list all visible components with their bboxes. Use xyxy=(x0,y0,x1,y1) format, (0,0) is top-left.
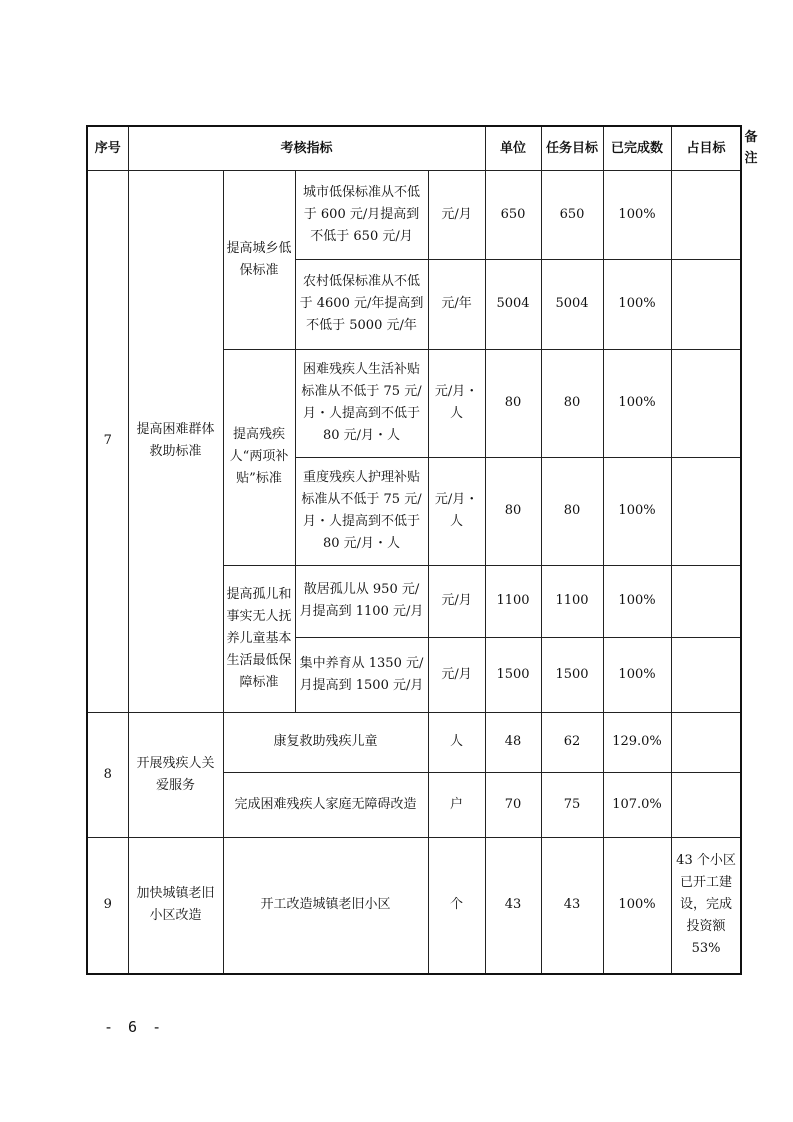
item-done: 80 xyxy=(541,457,603,565)
item-task: 80 xyxy=(485,349,541,457)
item-task: 48 xyxy=(485,712,541,772)
item-unit: 元/月 xyxy=(428,637,485,712)
item-done: 1500 xyxy=(541,637,603,712)
item-done: 650 xyxy=(541,170,603,259)
category-label: 提高困难群体救助标准 xyxy=(128,170,223,712)
item-task: 1100 xyxy=(485,565,541,637)
page-number: - 6 - xyxy=(104,1018,165,1036)
item-task: 80 xyxy=(485,457,541,565)
item-desc: 城市低保标准从不低于 600 元/月提高到不低于 650 元/月 xyxy=(295,170,428,259)
header-pct: 占目标 xyxy=(671,126,741,170)
item-done: 1100 xyxy=(541,565,603,637)
item-desc: 困难残疾人生活补贴标准从不低于 75 元/月・人提高到不低于 80 元/月・人 xyxy=(295,349,428,457)
item-pct: 100% xyxy=(603,637,671,712)
category-label: 开展残疾人关爱服务 xyxy=(128,712,223,837)
item-note xyxy=(671,637,741,712)
item-pct: 107.0% xyxy=(603,772,671,837)
item-note xyxy=(671,565,741,637)
group-label: 提高城乡低保标准 xyxy=(223,170,295,349)
item-pct: 100% xyxy=(603,349,671,457)
header-seq: 序号 xyxy=(87,126,128,170)
item-unit: 元/月・人 xyxy=(428,457,485,565)
item-unit: 元/年 xyxy=(428,259,485,349)
item-desc: 集中养育从 1350 元/月提高到 1500 元/月 xyxy=(295,637,428,712)
item-task: 5004 xyxy=(485,259,541,349)
item-done: 75 xyxy=(541,772,603,837)
item-note xyxy=(671,772,741,837)
table-row xyxy=(87,712,741,772)
item-done: 80 xyxy=(541,349,603,457)
item-pct: 100% xyxy=(603,837,671,974)
item-note xyxy=(671,170,741,259)
table-row xyxy=(87,837,741,974)
item-done: 5004 xyxy=(541,259,603,349)
item-note xyxy=(671,259,741,349)
header-done: 已完成数 xyxy=(603,126,671,170)
item-note xyxy=(671,349,741,457)
item-unit: 人 xyxy=(428,712,485,772)
item-pct: 100% xyxy=(603,565,671,637)
item-pct: 129.0% xyxy=(603,712,671,772)
item-pct: 100% xyxy=(603,457,671,565)
header-row: 序号 考核指标 单位 任务目标 已完成数 占目标 备注 xyxy=(87,126,741,170)
item-task: 70 xyxy=(485,772,541,837)
item-done: 62 xyxy=(541,712,603,772)
item-desc: 重度残疾人护理补贴标准从不低于 75 元/月・人提高到不低于 80 元/月・人 xyxy=(295,457,428,565)
item-unit: 户 xyxy=(428,772,485,837)
item-done: 43 xyxy=(541,837,603,974)
indicator-table xyxy=(86,125,758,975)
header-indicator: 考核指标 xyxy=(128,126,485,170)
item-task: 1500 xyxy=(485,637,541,712)
item-unit: 元/月・人 xyxy=(428,349,485,457)
item-desc: 散居孤儿从 950 元/月提高到 1100 元/月 xyxy=(295,565,428,637)
item-pct: 100% xyxy=(603,259,671,349)
row-number: 9 xyxy=(87,837,128,974)
item-pct: 100% xyxy=(603,170,671,259)
header-task: 任务目标 xyxy=(541,126,603,170)
item-desc: 康复救助残疾儿童 xyxy=(223,712,428,772)
group-label: 提高残疾人“两项补贴”标准 xyxy=(223,349,295,565)
item-note xyxy=(671,457,741,565)
table-row xyxy=(87,170,741,259)
item-desc: 农村低保标准从不低于 4600 元/年提高到不低于 5000 元/年 xyxy=(295,259,428,349)
item-desc: 开工改造城镇老旧小区 xyxy=(223,837,428,974)
item-note: 43 个小区已开工建设，完成投资额 53% xyxy=(671,837,741,974)
row-number: 7 xyxy=(87,170,128,712)
item-desc: 完成困难残疾人家庭无障碍改造 xyxy=(223,772,428,837)
header-unit: 单位 xyxy=(485,126,541,170)
item-task: 43 xyxy=(485,837,541,974)
row-number: 8 xyxy=(87,712,128,837)
category-label: 加快城镇老旧小区改造 xyxy=(128,837,223,974)
item-unit: 个 xyxy=(428,837,485,974)
item-note xyxy=(671,712,741,772)
item-unit: 元/月 xyxy=(428,170,485,259)
item-task: 650 xyxy=(485,170,541,259)
group-label: 提高孤儿和事实无人抚养儿童基本生活最低保障标准 xyxy=(223,565,295,712)
item-unit: 元/月 xyxy=(428,565,485,637)
